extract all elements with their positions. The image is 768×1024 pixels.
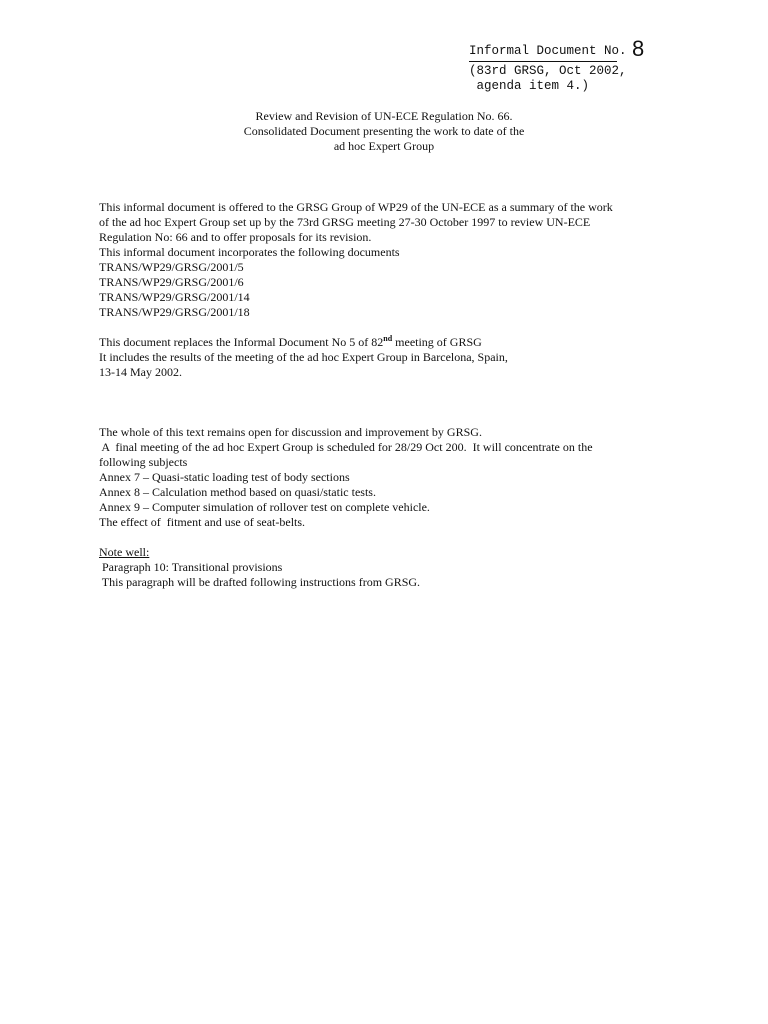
document-number: 8 — [632, 36, 645, 61]
intro-line: Regulation No: 66 and to offer proposals for its revision. — [99, 230, 372, 244]
document-reference-item: TRANS/WP29/GRSG/2001/5 — [99, 260, 244, 274]
subject-item: The effect of fitment and use of seat-belts. — [99, 515, 306, 529]
intro-line: of the ad hoc Expert Group set up by the 73rd GRSG meeting 27-30 October 1997 to review UN-ECE — [99, 215, 591, 229]
document-title — [0, 109, 768, 154]
replaces-text-end: meeting of GRSG — [392, 335, 482, 349]
reference-underline — [469, 61, 617, 62]
replaces-line: 13-14 May 2002. — [99, 365, 182, 379]
ordinal-suffix: nd — [383, 334, 393, 343]
title-line: ad hoc Expert Group — [333, 139, 435, 153]
discussion-line: A final meeting of the ad hoc Expert Group is scheduled for 28/29 Oct 200. It will concentrate on the — [99, 440, 593, 454]
document-body — [99, 200, 679, 590]
informal-document-line — [469, 38, 739, 62]
document-reference-item: TRANS/WP29/GRSG/2001/6 — [99, 275, 244, 289]
document-reference-item: TRANS/WP29/GRSG/2001/18 — [99, 305, 250, 319]
session-reference — [469, 64, 627, 94]
discussion-line: following subjects — [99, 455, 188, 469]
document-reference — [469, 38, 739, 62]
note-line: This paragraph will be drafted following instructions from GRSG. — [99, 575, 421, 589]
note-heading — [99, 545, 679, 560]
document-reference-item: TRANS/WP29/GRSG/2001/14 — [99, 290, 250, 304]
discussion-line: The whole of this text remains open for discussion and improvement by GRSG. — [99, 425, 482, 439]
subject-item: Annex 7 – Quasi-static loading test of body sections — [99, 470, 350, 484]
title-line: Consolidated Document presenting the work to date of the — [243, 124, 525, 138]
subject-item: Annex 9 – Computer simulation of rollover test on complete vehicle. — [99, 500, 430, 514]
agenda-line: agenda item 4.) — [469, 79, 590, 93]
title-line: Review and Revision of UN-ECE Regulation No. 66. — [255, 109, 513, 123]
replaces-line: It includes the results of the meeting of the ad hoc Expert Group in Barcelona, Spain, — [99, 350, 508, 364]
subject-item: Annex 8 – Calculation method based on quasi/static tests. — [99, 485, 376, 499]
intro-line: This informal document incorporates the following documents — [99, 245, 400, 259]
spacer — [99, 380, 679, 425]
note-line: Paragraph 10: Transitional provisions — [99, 560, 283, 574]
spacer — [99, 320, 679, 335]
note-heading-text: Note well: — [99, 545, 150, 559]
replaces-text: This document replaces the Informal Document No 5 of 82 — [99, 335, 384, 349]
intro-line: This informal document is offered to the GRSG Group of WP29 of the UN-ECE as a summary of the work — [99, 200, 613, 214]
replaces-line — [99, 335, 679, 350]
spacer — [99, 530, 679, 545]
informal-document-label: Informal Document No. — [469, 44, 627, 58]
session-line: (83rd GRSG, Oct 2002, — [469, 64, 627, 78]
